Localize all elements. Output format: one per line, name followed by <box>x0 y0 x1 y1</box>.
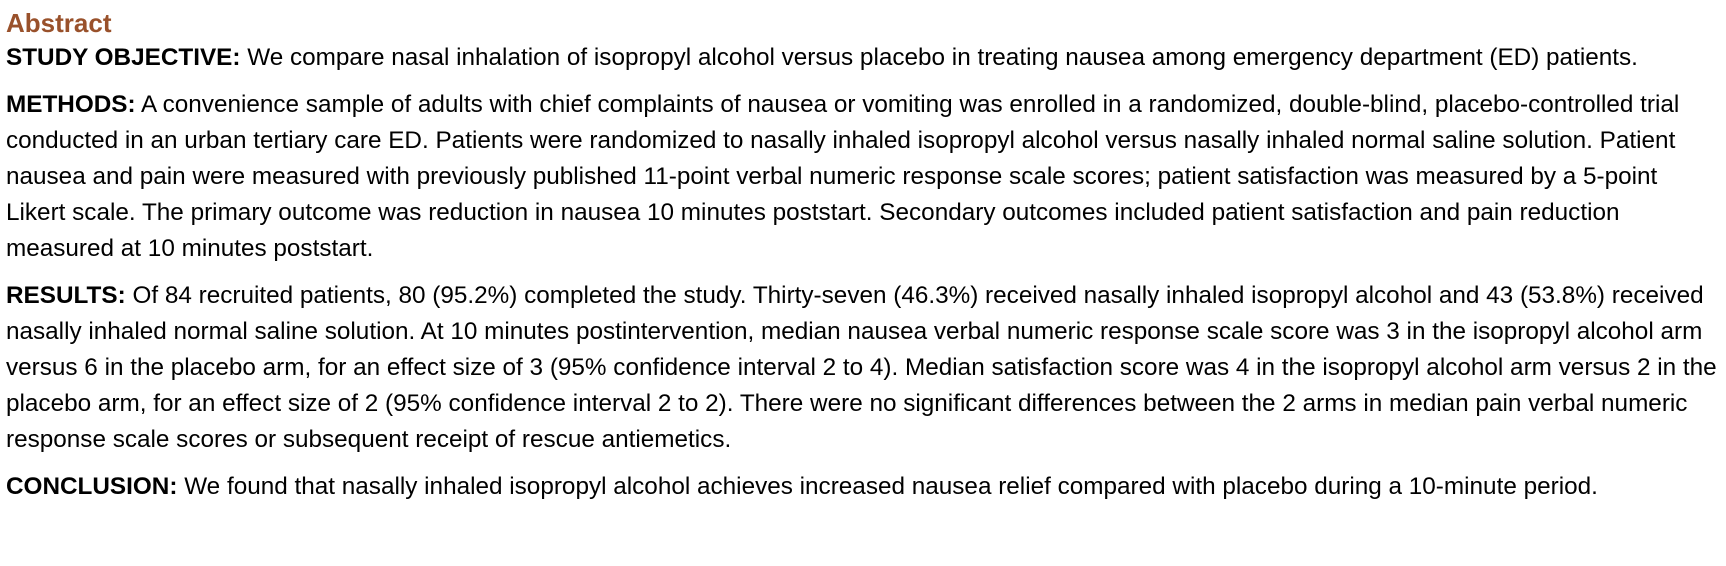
section-study-objective <box>6 40 1720 76</box>
section-results <box>6 278 1720 458</box>
section-label: RESULTS: <box>6 282 126 309</box>
section-label: METHODS: <box>6 91 136 118</box>
section-text: We compare nasal inhalation of isopropyl alcohol versus placebo in treating nausea among emergency department (ED) patients. <box>247 44 1638 71</box>
section-methods <box>6 87 1720 267</box>
section-conclusion <box>6 469 1720 505</box>
section-text: Of 84 recruited patients, 80 (95.2%) completed the study. Thirty-seven (46.3%) received nasally inhaled isopropyl alcohol and 43 (53.8%) received nasally inhaled normal saline solution. At 10 minutes postintervention, median nausea verbal numeric response scale score was 3 in the isopropyl alcohol arm versus 6 in the placebo arm, for an effect size of 3 (95% confidence interval 2 to 4). Median satisfaction score was 4 in the isopropyl alcohol arm versus 2 in the placebo arm, for an effect size of 2 (95% confidence interval 2 to 2). There were no significant differences between the 2 arms in median pain verbal numeric response scale scores or subsequent receipt of rescue antiemetics. <box>6 282 1717 453</box>
section-text: We found that nasally inhaled isopropyl alcohol achieves increased nausea relief compared with placebo during a 10-minute period. <box>184 473 1598 500</box>
section-text: A convenience sample of adults with chief complaints of nausea or vomiting was enrolled in a randomized, double-blind, placebo-controlled trial conducted in an urban tertiary care ED. Patients were randomized to nasally inhaled isopropyl alcohol versus nasally inhaled normal saline solution. Patient nausea and pain were measured with previously published 11-point verbal numeric response scale scores; patient satisfaction was measured by a 5-point Likert scale. The primary outcome was reduction in nausea 10 minutes poststart. Secondary outcomes included patient satisfaction and pain reduction measured at 10 minutes poststart. <box>6 91 1680 262</box>
abstract-heading: Abstract <box>6 8 112 38</box>
section-label: STUDY OBJECTIVE: <box>6 44 241 71</box>
section-label: CONCLUSION: <box>6 473 178 500</box>
